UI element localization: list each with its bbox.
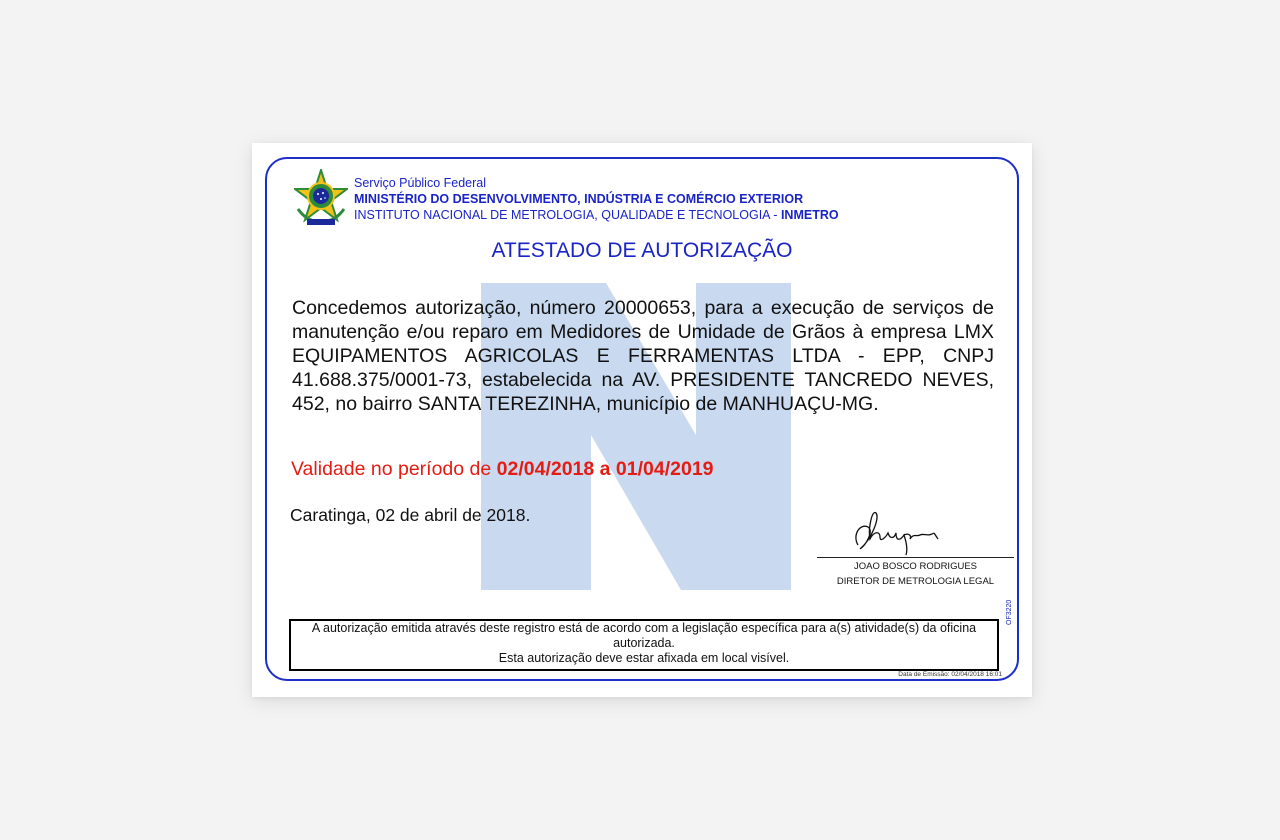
brazil-coat-of-arms-icon (294, 169, 348, 227)
header-institute-line (354, 207, 839, 223)
header-service-line: Serviço Público Federal (354, 176, 487, 190)
notice-line-3: Esta autorização deve estar afixada em local visível. (498, 651, 790, 665)
form-code: OF3220 (1006, 599, 1013, 625)
signatory-role: DIRETOR DE METROLOGIA LEGAL (836, 576, 995, 587)
header-institute-name: INSTITUTO NACIONAL DE METROLOGIA, QUALIDADE E TECNOLOGIA - (354, 208, 781, 222)
notice-line-2: autorizada. (613, 636, 675, 650)
certificate-sheet (252, 143, 1032, 697)
notice-line-1: A autorização emitida através deste registro está de acordo com a legislação específica para a(s) atividade(s) da oficina (311, 621, 977, 635)
validity-period (291, 458, 714, 481)
validity-dates: 02/04/2018 a 01/04/2019 (496, 458, 714, 480)
authorization-text: Concedemos autorização, número 20000653, para a execução de serviços de manutenção e/ou reparo em Medidores de Umidade de Grãos à empresa LMX EQUIPAMENTOS AGRICOLAS E FERRAMENTAS LTDA - EPP, CNPJ 41.688.375/0001-73, estabelecida na AV. PRESIDENTE TANCREDO NEVES, 452, no bairro SANTA TEREZINHA, município de MANHUAÇU-MG. (292, 297, 994, 415)
signature-line (817, 557, 1014, 558)
place-and-date: Caratinga, 02 de abril de 2018. (290, 505, 531, 525)
validity-label: Validade no período de (291, 458, 497, 480)
signatory-name: JOAO BOSCO RODRIGUES (854, 561, 977, 572)
header-inmetro-acronym: INMETRO (780, 208, 839, 222)
handwritten-signature (850, 509, 942, 557)
emission-date: Data de Emissão: 02/04/2018 16:01 (898, 671, 1002, 678)
document-title: ATESTADO DE AUTORIZAÇÃO (491, 239, 793, 262)
institution-header (354, 175, 839, 223)
header-ministry-line: MINISTÉRIO DO DESENVOLVIMENTO, INDÚSTRIA E COMÉRCIO EXTERIOR (354, 192, 804, 206)
legal-notice-box (289, 619, 999, 671)
